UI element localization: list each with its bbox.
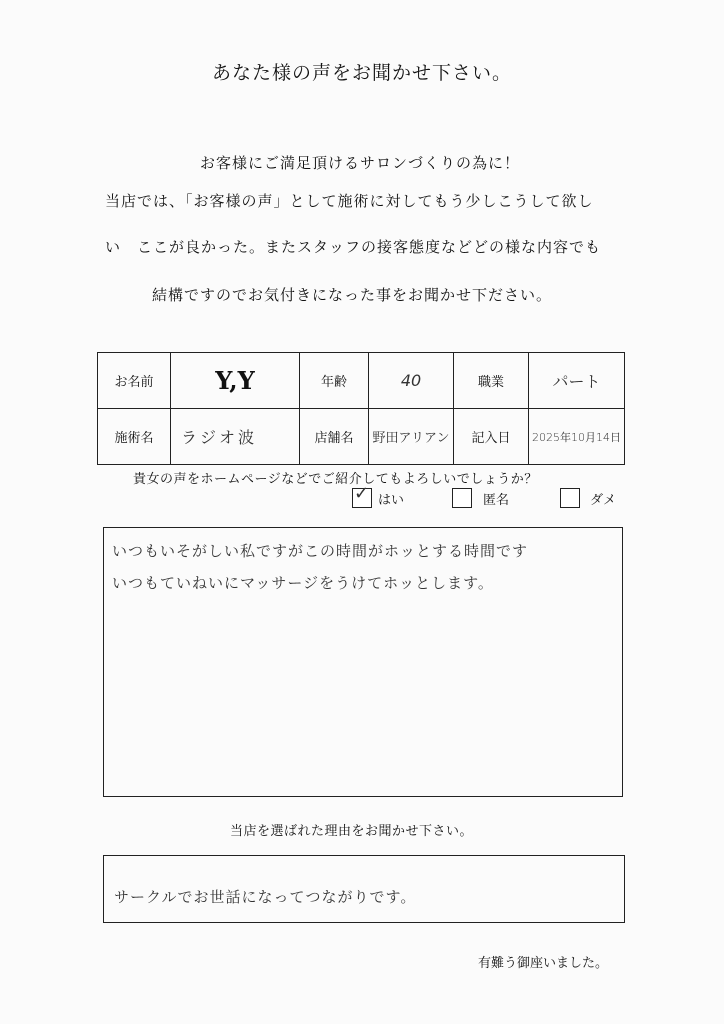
consent-no-label: ダメ	[590, 493, 617, 508]
closing-text: 有難う御座いました。	[478, 956, 609, 971]
job-field[interactable]	[529, 353, 625, 409]
name-label: お名前	[98, 353, 171, 409]
consent-yes-checkbox[interactable]	[352, 483, 372, 508]
reason-answer: サークルでお世話になってつながりです。	[114, 888, 417, 906]
name-value: Y,Y	[215, 366, 255, 395]
intro-line-3: い ここが良かった。またスタッフの接客態度などどの様な内容でも	[105, 238, 602, 256]
job-value: パート	[552, 372, 601, 391]
consent-anonymous-label: 匿名	[483, 493, 510, 508]
comment-line-2: いつもていねいにマッサージをうけてホッとします。	[112, 574, 494, 592]
date-label: 記入日	[454, 409, 529, 465]
customer-info-table	[97, 352, 625, 465]
consent-anonymous-checkbox[interactable]	[452, 488, 472, 508]
shop-field[interactable]	[369, 409, 454, 465]
consent-question: 貴女の声をホームページなどでご紹介してもよろしいでしょうか？	[133, 472, 538, 487]
reason-question: 当店を選ばれた理由をお聞かせ下さい。	[230, 824, 474, 839]
intro-line-4: 結構ですのでお気付きになった事をお聞かせ下ださい。	[152, 286, 553, 304]
treatment-value: ラジオ波	[181, 428, 258, 447]
age-label: 年齢	[300, 353, 369, 409]
job-label: 職業	[454, 353, 529, 409]
reason-box[interactable]	[103, 855, 625, 923]
comment-line-1: いつもいそがしい私ですがこの時間がホッとする時間です	[112, 542, 529, 560]
shop-value: 野田アリアン	[372, 431, 450, 446]
treatment-field[interactable]	[171, 409, 300, 465]
intro-line-1: お客様にご満足頂けるサロンづくりの為に！	[200, 154, 521, 172]
comment-box[interactable]	[103, 527, 623, 797]
date-field[interactable]	[529, 409, 625, 465]
shop-label: 店舗名	[300, 409, 369, 465]
check-mark-icon: ✓	[354, 483, 370, 504]
page-title: あなた様の声をお聞かせ下さい。	[211, 62, 512, 84]
consent-no-checkbox[interactable]	[560, 488, 580, 508]
treatment-label: 施術名	[98, 409, 171, 465]
age-field[interactable]	[369, 353, 454, 409]
name-field[interactable]	[171, 353, 300, 409]
consent-yes-label: はい	[378, 493, 405, 508]
age-value: 40	[400, 371, 422, 390]
intro-line-2: 当店では、「お客様の声」として施術に対してもう少しこうして欲し	[105, 192, 594, 210]
date-value: 2025年10月14日	[532, 430, 621, 444]
